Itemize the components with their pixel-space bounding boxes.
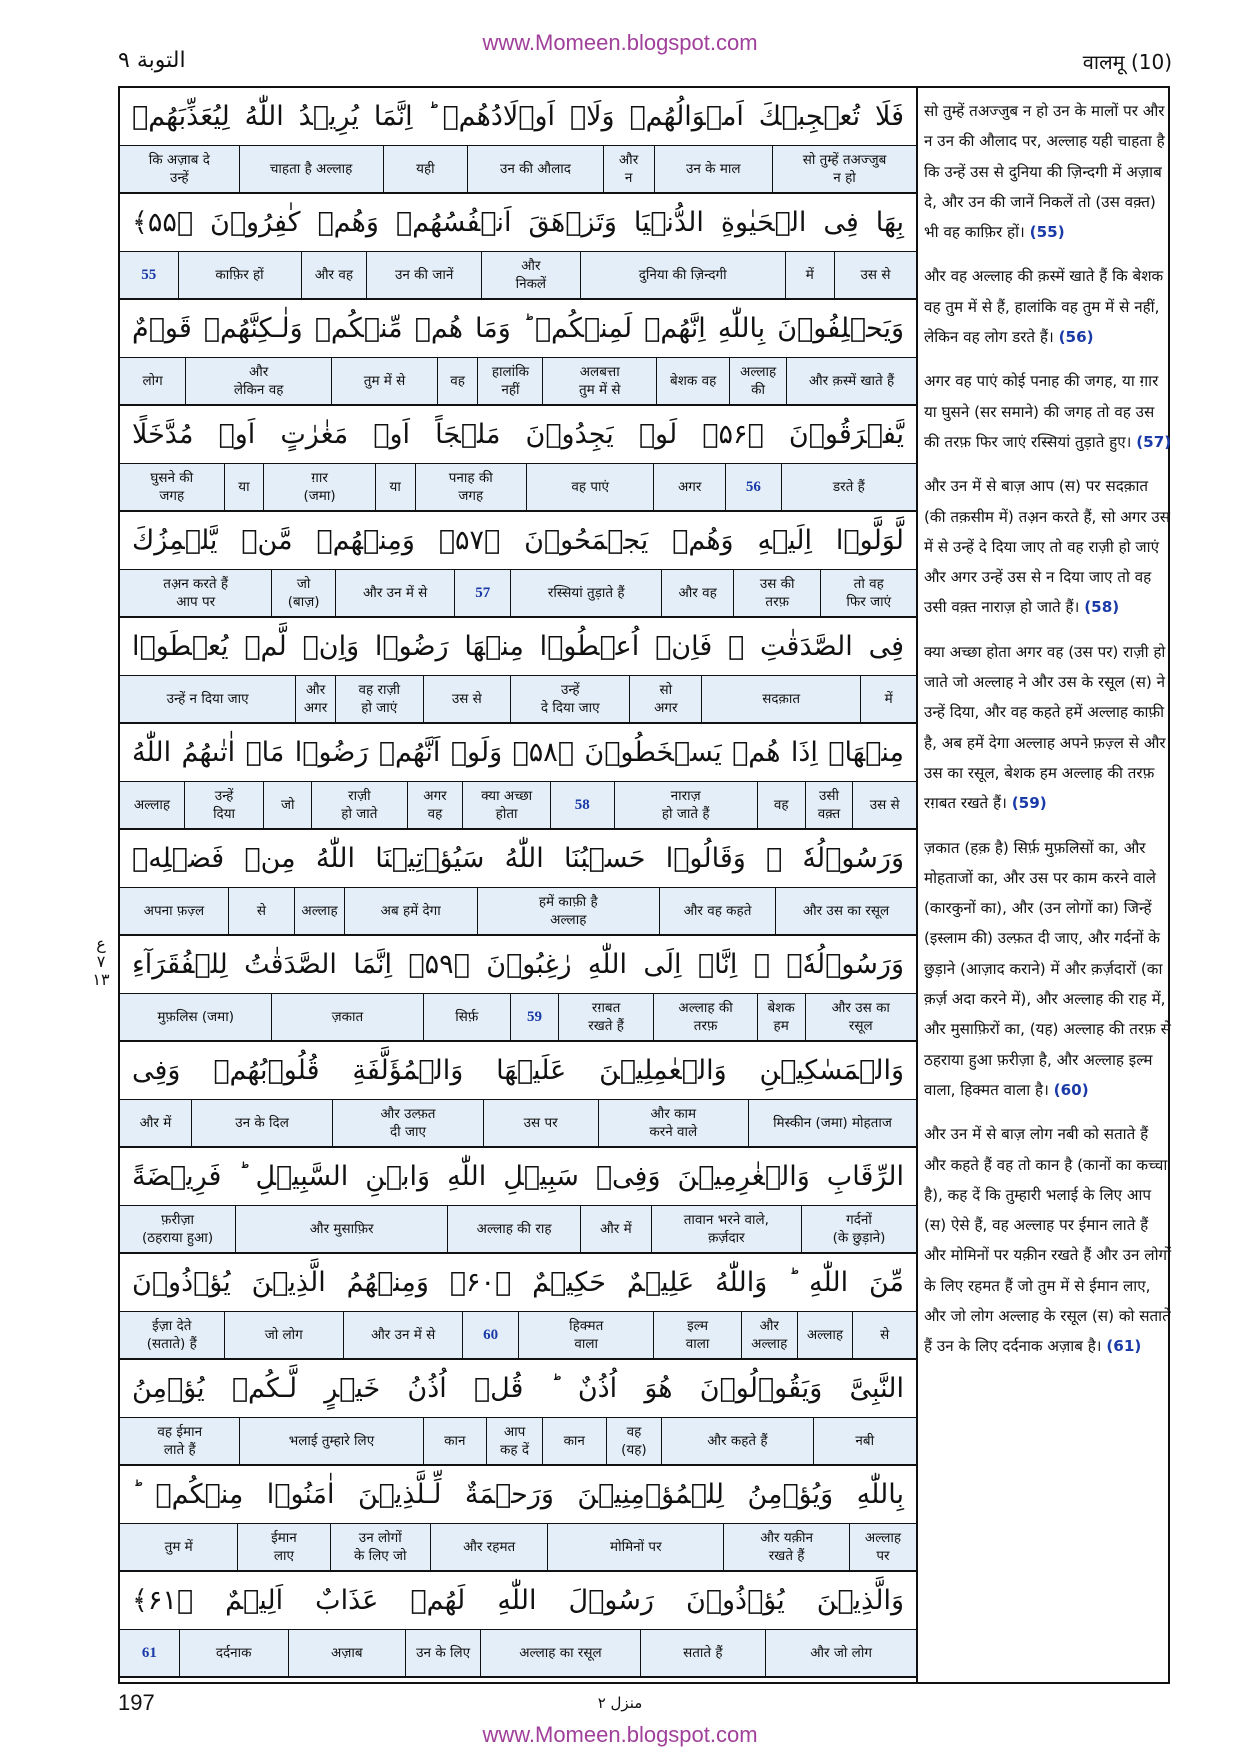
- header-url[interactable]: www.Momeen.blogspot.com: [482, 30, 758, 55]
- gloss-cell: अल्लाह का रसूल: [480, 1630, 639, 1676]
- gloss-cell: कान: [542, 1418, 606, 1464]
- gloss-cell: या: [224, 464, 264, 510]
- gloss-cell: काफ़िर हों: [178, 252, 301, 298]
- gloss-cell: फ़रीज़ा (ठहराया हुआ): [141, 1212, 214, 1246]
- verse-number-cell: 58: [550, 782, 614, 828]
- gloss-cell: और जो लोग: [765, 1630, 916, 1676]
- gloss-row: [120, 1524, 916, 1572]
- gloss-cell: सिर्फ़: [423, 994, 511, 1040]
- arabic-line: وَرَسُوۡلُهٗۤ ۙ اِنَّاۤ اِلَى اللّٰهِ رٰغِبُوۡنَ ﴿۵۹﴾ اِنَّمَا الصَّدَقٰتُ لِلۡفُقَرَآءِ: [120, 936, 916, 994]
- gloss-cell: चाहता है अल्लाह: [239, 146, 383, 192]
- verse-number: (61): [1106, 1337, 1142, 1356]
- gloss-cell: उन्हें न दिया जाए: [166, 691, 249, 707]
- gloss-cell: और मुसाफ़िर: [235, 1206, 447, 1252]
- gloss-row: [120, 888, 916, 936]
- gloss-row: [120, 1418, 916, 1466]
- gloss-cell: से: [228, 888, 294, 934]
- gloss-cell: और यक़ीन रखते हैं: [723, 1524, 849, 1570]
- gloss-cell: घुसने की जगह: [150, 470, 194, 504]
- manzil-label: منزل ٢: [597, 1694, 643, 1712]
- gloss-cell: और काम करने वाले: [598, 1100, 748, 1146]
- gloss-cell: ईज़ा देते (सताते) हैं: [146, 1318, 197, 1352]
- gloss-cell: नबी: [813, 1418, 916, 1464]
- gloss-row: [120, 782, 916, 830]
- gloss-cell: उन्हें दिया: [184, 782, 264, 828]
- arabic-line: النَّبِىَّ وَيَقُوۡلُوۡنَ هُوَ اُذُنٌ ؕ قُلۡ اُذُنُ خَيۡرٍ لَّـكُمۡ يُؤۡمِنُ: [120, 1360, 916, 1418]
- arabic-line: فِى الصَّدَقٰتِ ۚ فَاِنۡ اُعۡطُوۡا مِنۡهَا رَضُوۡا وَاِنۡ لَّمۡ يُعۡطَوۡا: [120, 618, 916, 676]
- arabic-line: وَيَحۡلِفُوۡنَ بِاللّٰهِ اِنَّهُمۡ لَمِنۡكُمۡ ؕ وَمَا هُمۡ مِّنۡكُمۡ وَلٰـكِنَّهُمۡ قَوۡمٌ: [120, 300, 916, 358]
- gloss-cell: उस पर: [483, 1100, 598, 1146]
- ruku-marker: ع ٧ ١٣: [92, 934, 110, 989]
- gloss-cell: वह पाएं: [526, 464, 653, 510]
- gloss-cell: भलाई तुम्हारे लिए: [239, 1418, 422, 1464]
- gloss-row: [120, 1312, 916, 1360]
- gloss-row: [120, 358, 916, 406]
- column-divider: [916, 86, 918, 1684]
- gloss-cell: हमें काफ़ी है अल्लाह: [477, 888, 659, 934]
- gloss-cell: अल्लाह पर: [849, 1524, 916, 1570]
- gloss-cell: में: [860, 676, 916, 722]
- translation-paragraph: [924, 96, 1172, 247]
- gloss-cell: उस से: [834, 252, 916, 298]
- gloss-cell: वह ईमान लाते हैं: [157, 1424, 203, 1458]
- translation-text: ज़कात (हक़ है) सिर्फ़ मुफ़लिसों का, और मोहताजों का, और उस पर काम करने वाले (कारकुनों का), और (उन लोगों का) जिन्हें (इस्लाम की) उल्फ़त दी जाए, और गर्दनों के छुड़ाने (आज़ाद कराने) में और क़र्ज़दारों (का क़र्ज़ अदा करने में), और अल्लाह की राह में, और मुसाफ़िरों का, (यह) अल्लाह की तरफ़ से ठहराया हुआ फ़रीज़ा है, और अल्लाह इल्म वाला, हिक्मत वाला है।: [924, 838, 1171, 1099]
- gloss-cell: उन की जानें: [366, 252, 481, 298]
- gloss-cell: उन के माल: [654, 146, 773, 192]
- gloss-cell: उस की तरफ़: [733, 570, 821, 616]
- gloss-cell: अल्लाह की राह: [447, 1206, 580, 1252]
- gloss-cell: उन के दिल: [191, 1100, 333, 1146]
- translation-text: क्या अच्छा होता अगर वह (उस पर) राज़ी हो जाते जो अल्लाह ने और उस के रसूल (स) ने उन्हें दिया, और वह कहते हमें अल्लाह काफ़ी है, अब हमें देगा अल्लाह अपने फ़ज़्ल से और उस का रसूल, बेशक हम अल्लाह की तरफ़ रग़बत रखते हैं।: [924, 642, 1166, 813]
- verse-number: (55): [1029, 223, 1065, 242]
- gloss-row: [120, 1206, 916, 1254]
- gloss-cell: बेशक हम: [757, 994, 805, 1040]
- gloss-cell: बेशक वह: [656, 358, 729, 404]
- gloss-cell: और लेकिन वह: [185, 358, 331, 404]
- arabic-line: الرِّقَابِ وَالۡغٰرِمِيۡنَ وَفِىۡ سَبِيۡلِ اللّٰهِ وَابۡنِ السَّبِيۡلِ ؕ فَرِيۡضَةً: [120, 1148, 916, 1206]
- gloss-cell: वह (यह): [606, 1418, 662, 1464]
- translation-column: [924, 96, 1172, 1376]
- gloss-cell: वह: [437, 358, 478, 404]
- gloss-cell: दर्दनाक: [179, 1630, 288, 1676]
- gloss-cell: अल्लाह: [797, 1312, 853, 1358]
- gloss-cell: वह राज़ी हो जाएं: [335, 676, 423, 722]
- gloss-cell: उस से: [423, 676, 511, 722]
- gloss-cell: कि अज़ाब दे उन्हें: [148, 152, 210, 186]
- gloss-cell: अगर वह: [407, 782, 463, 828]
- gloss-cell: अपना फ़ज़्ल: [143, 903, 205, 919]
- gloss-cell: क्या अच्छा होता: [462, 782, 550, 828]
- gloss-cell: वह: [757, 782, 805, 828]
- gloss-cell: ज़कात: [271, 994, 422, 1040]
- gloss-cell: या: [375, 464, 415, 510]
- verse-number-cell: 57: [454, 570, 510, 616]
- gloss-cell: पनाह की जगह: [415, 464, 526, 510]
- translation-paragraph: [924, 1119, 1172, 1361]
- verse-number: (57): [1136, 432, 1172, 451]
- gloss-row: [120, 676, 916, 724]
- gloss-cell: में: [785, 252, 834, 298]
- gloss-cell: तुम में: [164, 1539, 193, 1555]
- gloss-cell: उन की औलाद: [467, 146, 602, 192]
- gloss-cell: दुनिया की ज़िन्दगी: [580, 252, 785, 298]
- gloss-cell: डरते हैं: [781, 464, 916, 510]
- verse-number-cell: 55: [141, 267, 157, 283]
- gloss-cell: जो: [263, 782, 311, 828]
- gloss-cell: उन लोगों के लिए जो: [330, 1524, 431, 1570]
- gloss-cell: अलबत्ता तुम में से: [542, 358, 656, 404]
- arabic-line: وَالۡمَسٰكِيۡنِ وَالۡعٰمِلِيۡنَ عَلَيۡهَا وَالۡمُؤَلَّفَةِ قُلُوۡبُهُمۡ وَفِى: [120, 1042, 916, 1100]
- gloss-cell: तअ़न करते हैं आप पर: [163, 576, 229, 610]
- gloss-cell: सताते हैं: [640, 1630, 766, 1676]
- translation-text: और उन में से बाज़ लोग नबी को सताते हैं और कहते हैं वह तो कान है (कानों का कच्चा है), कह दें कि तुम्हारी भलाई के लिए आप (स) ऐसे हैं, वह अल्लाह पर ईमान लाते हैं और मोमिनों पर यक़ीन रखते हैं और उन लोगों के लिए रहमत हैं जो तुम में से ईमान लाए, और जो लोग अल्लाह के रसूल (स) को सताते हैं उन के लिए दर्दनाक अज़ाब है।: [924, 1125, 1172, 1356]
- gloss-cell: अल्लाह: [294, 888, 344, 934]
- gloss-cell: अल्लाह की तरफ़: [653, 994, 756, 1040]
- gloss-cell: सदक़ात: [701, 676, 860, 722]
- gloss-cell: और में: [139, 1115, 172, 1131]
- gloss-cell: सो अगर: [629, 676, 701, 722]
- translation-text: सो तुम्हें तअज्जुब न हो उन के मालों पर और न उन की औलाद पर, अल्लाह यही चाहता है कि उन्हें उस से दुनिया की ज़िन्दगी में अज़ाब दे, और उन की जानें निकलें तो (उस वक़्त) भी वह काफ़िर हों।: [924, 102, 1165, 242]
- gloss-cell: और रहमत: [430, 1524, 547, 1570]
- arabic-line: بِهَا فِى الۡحَيٰوةِ الدُّنۡيَا وَتَزۡهَقَ اَنۡفُسُهُمۡ وَهُمۡ كٰفِرُوۡنَ ﴿۵۵﴾: [120, 194, 916, 252]
- gloss-cell: नाराज़ हो जाते हैं: [614, 782, 757, 828]
- gloss-cell: ईमान लाए: [237, 1524, 329, 1570]
- gloss-cell: रग़बत रखते हैं: [558, 994, 654, 1040]
- gloss-cell: और निकलें: [481, 252, 579, 298]
- verse-number-cell: 60: [462, 1312, 518, 1358]
- page-number: 197: [118, 1690, 155, 1715]
- gloss-cell: अब हमें देगा: [344, 888, 477, 934]
- gloss-cell: मुफ़लिस (जमा): [157, 1009, 235, 1025]
- gloss-cell: और वह: [661, 570, 733, 616]
- gloss-cell: गर्दनों (के छुड़ाने): [801, 1206, 916, 1252]
- gloss-cell: उसी वक़्त: [805, 782, 853, 828]
- gloss-cell: तुम में से: [331, 358, 437, 404]
- translation-paragraph: [924, 833, 1172, 1106]
- gloss-cell: अज़ाब: [288, 1630, 405, 1676]
- gloss-row: [120, 994, 916, 1042]
- gloss-cell: मिस्कीन (जमा) मोहताज: [748, 1100, 916, 1146]
- gloss-row: [120, 252, 916, 300]
- gloss-cell: जो (बाज़): [271, 570, 335, 616]
- gloss-cell: और कहते हैं: [661, 1418, 812, 1464]
- gloss-cell: और वह: [301, 252, 367, 298]
- gloss-row: [120, 1630, 916, 1678]
- footer-url[interactable]: www.Momeen.blogspot.com: [482, 1722, 758, 1747]
- gloss-cell: ग़ार (जमा): [263, 464, 374, 510]
- arabic-line: مِنۡهَاۤ اِذَا هُمۡ يَسۡخَطُوۡنَ ﴿۵۸﴾ وَلَوۡ اَنَّهُمۡ رَضُوۡا مَاۤ اٰتٰٮهُمُ اللّٰهُ: [120, 724, 916, 782]
- gloss-cell: अल्लाह: [133, 797, 171, 813]
- verse-number: (56): [1058, 328, 1094, 347]
- gloss-cell: और उल्फ़त दी जाए: [332, 1100, 482, 1146]
- translation-paragraph: [924, 366, 1172, 457]
- gloss-cell: जो लोग: [224, 1312, 343, 1358]
- translation-paragraph: [924, 471, 1172, 622]
- arabic-line: بِاللّٰهِ وَيُؤۡمِنُ لِلۡمُؤۡمِنِيۡنَ وَرَحۡمَةٌ لِّـلَّذِيۡنَ اٰمَنُوۡا مِنۡكُمۡ ؕ: [120, 1466, 916, 1524]
- verse-number: (60): [1053, 1080, 1089, 1099]
- verse-number: (58): [1084, 598, 1120, 617]
- gloss-cell: आप कह दें: [486, 1418, 542, 1464]
- gloss-cell: यही: [383, 146, 468, 192]
- gloss-cell: और न: [603, 146, 654, 192]
- para-title: वालमू (10): [1082, 50, 1172, 74]
- verse-number-cell: 56: [725, 464, 781, 510]
- gloss-cell: उन्हें दे दिया जाए: [510, 676, 629, 722]
- gloss-cell: तावान भरने वाले, क़र्ज़दार: [651, 1206, 801, 1252]
- gloss-cell: और उन में से: [335, 570, 454, 616]
- gloss-cell: तो वह फिर जाएं: [820, 570, 916, 616]
- gloss-cell: से: [852, 1312, 916, 1358]
- gloss-cell: राज़ी हो जाते: [311, 782, 407, 828]
- gloss-cell: और उस का रसूल: [775, 888, 916, 934]
- gloss-cell: उन के लिए: [405, 1630, 480, 1676]
- arabic-line: يَّفۡرَقُوۡنَ ﴿۵۶﴾ لَوۡ يَجِدُوۡنَ مَلۡجَاً اَوۡ مَغٰرٰتٍ اَوۡ مُدَّخَلًا: [120, 406, 916, 464]
- verse-grid: [120, 88, 916, 1678]
- gloss-cell: और वह कहते: [659, 888, 775, 934]
- gloss-cell: और उन में से: [343, 1312, 462, 1358]
- translation-paragraph: [924, 261, 1172, 352]
- gloss-cell: और उस का रसूल: [805, 994, 916, 1040]
- gloss-cell: उस से: [852, 782, 916, 828]
- surah-title: التوبة ٩: [118, 48, 186, 73]
- gloss-cell: कान: [423, 1418, 487, 1464]
- gloss-cell: मोमिनों पर: [547, 1524, 723, 1570]
- verse-number-cell: 59: [510, 994, 558, 1040]
- verse-number-cell: 61: [141, 1645, 157, 1661]
- verse-number: (59): [1011, 794, 1047, 813]
- gloss-cell: सो तुम्हें तअज्जुब न हो: [772, 146, 916, 192]
- gloss-row: [120, 1100, 916, 1148]
- gloss-cell: और अगर: [295, 676, 335, 722]
- gloss-cell: लोग: [142, 373, 163, 389]
- arabic-line: فَلَا تُعۡجِبۡكَ اَمۡوَالُهُمۡ وَلَاۤ اَوۡلَادُهُمۡ ؕ اِنَّمَا يُرِيۡدُ اللّٰهُ لِيُعَذِّبَهُمۡ: [120, 88, 916, 146]
- translation-paragraph: [924, 637, 1172, 819]
- gloss-cell: इल्म वाला: [653, 1312, 741, 1358]
- gloss-cell: हिक्मत वाला: [518, 1312, 653, 1358]
- gloss-cell: अल्लाह की: [729, 358, 786, 404]
- gloss-cell: और क़स्में खाते हैं: [786, 358, 916, 404]
- gloss-row: [120, 146, 916, 194]
- gloss-cell: रस्सियां तुड़ाते हैं: [510, 570, 661, 616]
- translation-text: अगर वह पाएं कोई पनाह की जगह, या ग़ार या घुसने (सर समाने) की जगह तो वह उस की तरफ़ फिर जाएं रस्सियां तुड़ाते हुए।: [924, 372, 1159, 451]
- arabic-line: مِّنَ اللّٰهِ ؕ وَاللّٰهُ عَلِيۡمٌ حَكِيۡمٌ ﴿۶۰﴾ وَمِنۡهُمُ الَّذِيۡنَ يُؤۡذُوۡنَ: [120, 1254, 916, 1312]
- arabic-line: لَّوَلَّوۡا اِلَيۡهِ وَهُمۡ يَجۡمَحُوۡنَ ﴿۵۷﴾ وَمِنۡهُمۡ مَّنۡ يَّلۡمِزُكَ: [120, 512, 916, 570]
- translation-text: और वह अल्लाह की क़स्में खाते हैं कि बेशक वह तुम में से हैं, हालांकि वह तुम में से नहीं, लेकिन वह लोग डरते हैं।: [924, 267, 1164, 347]
- translation-text: और उन में से बाज़ आप (स) पर सदक़ात (की तक़सीम में) तअ़न करते हैं, सो अगर उस में से उन्हें दे दिया जाए तो वह राज़ी हो जाएं और अगर उन्हें उस से न दिया जाए तो वह उसी वक़्त नाराज़ हो जाते हैं।: [924, 477, 1171, 617]
- gloss-cell: हालांकि नहीं: [477, 358, 542, 404]
- gloss-cell: अगर: [653, 464, 725, 510]
- gloss-row: [120, 464, 916, 512]
- arabic-line: وَالَّذِيۡنَ يُؤۡذُوۡنَ رَسُوۡلَ اللّٰهِ لَهُمۡ عَذَابٌ اَلِيۡمٌ ﴿۶۱﴾: [120, 1572, 916, 1630]
- gloss-cell: और अल्लाह: [741, 1312, 797, 1358]
- gloss-row: [120, 570, 916, 618]
- gloss-cell: और में: [580, 1206, 651, 1252]
- arabic-line: وَرَسُوۡلُهٗ ۙ وَقَالُوۡا حَسۡبُنَا اللّٰهُ سَيُؤۡتِيۡنَا اللّٰهُ مِنۡ فَضۡلِهٖ: [120, 830, 916, 888]
